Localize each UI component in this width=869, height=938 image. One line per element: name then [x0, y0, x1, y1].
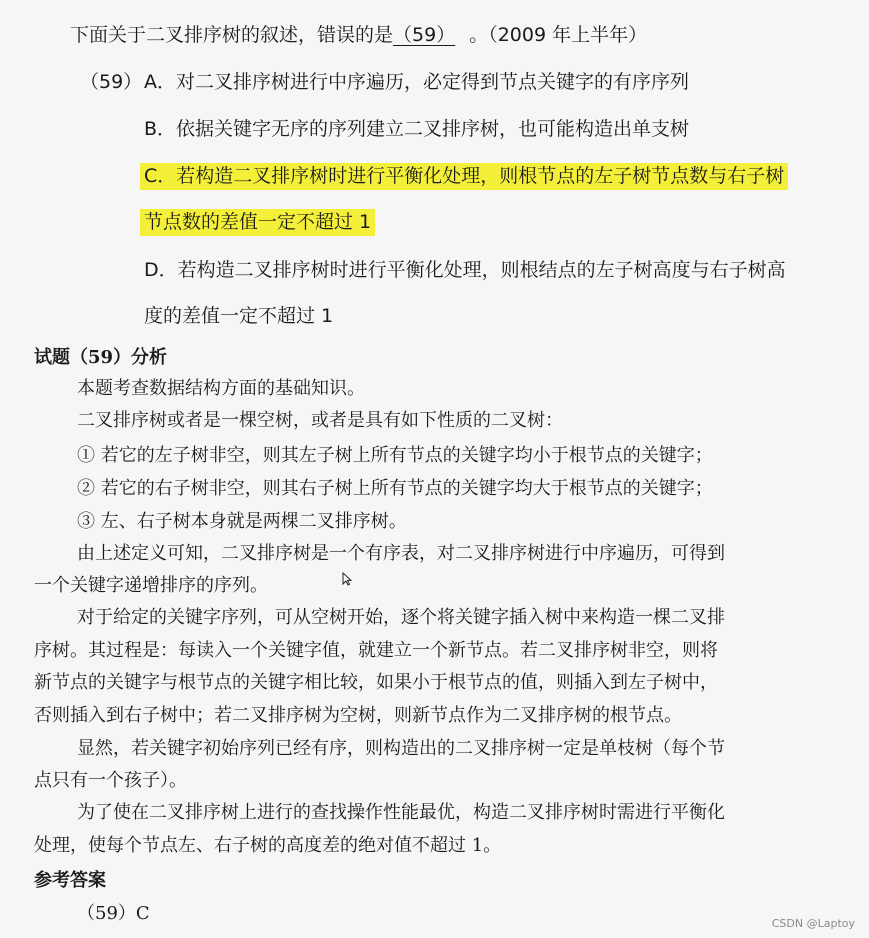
option-c-line2 — [144, 207, 375, 234]
option-a: A．对二叉排序树进行中序遍历，必定得到节点关键字的有序序列 — [144, 71, 689, 93]
analysis-line: 二叉排序树或者是一棵空树，或者是具有如下性质的二叉树： — [77, 410, 563, 431]
question-stem — [70, 20, 647, 47]
analysis-heading: 试题（59）分析 — [34, 347, 168, 368]
option-b: B．依据关键字无序的序列建立二叉排序树，也可能构造出单支树 — [144, 118, 690, 140]
answer-blank: （59） — [393, 24, 456, 46]
analysis-line: ③ 左、右子树本身就是两棵二叉排序树。 — [77, 511, 407, 532]
watermark: CSDN @Laptoy — [771, 917, 855, 930]
analysis-line: 本题考查数据结构方面的基础知识。 — [77, 378, 365, 399]
answer-heading: 参考答案 — [34, 870, 106, 891]
analysis-line: 为了使在二叉排序树上进行的查找操作性能最优，构造二叉排序树时需进行平衡化 — [77, 802, 725, 823]
analysis-line: 对于给定的关键字序列，可从空树开始，逐个将关键字插入树中来构造一棵二叉排 — [77, 607, 725, 628]
analysis-line: 处理，使每个节点左、右子树的高度差的绝对值不超过 1。 — [34, 835, 502, 856]
question-number: （59） — [80, 71, 143, 93]
analysis-line: ② 若它的右子树非空，则其右子树上所有节点的关键字均大于根节点的关键字； — [77, 478, 713, 499]
option-c-line1 — [144, 161, 788, 188]
answer-value: （59）C — [77, 903, 150, 924]
analysis-line: 由上述定义可知，二叉排序树是一个有序表，对二叉排序树进行中序遍历，可得到 — [77, 543, 725, 564]
option-d-line2: 度的差值一定不超过 1 — [144, 305, 334, 327]
mouse-pointer-icon — [342, 572, 352, 586]
analysis-line: 序树。其过程是：每读入一个关键字值，就建立一个新节点。若二叉排序树非空，则将 — [34, 640, 718, 661]
analysis-line: 显然，若关键字初始序列已经有序，则构造出的二叉排序树一定是单枝树（每个节 — [77, 738, 725, 759]
analysis-line: 新节点的关键字与根节点的关键字相比较，如果小于根节点的值，则插入到左子树中， — [34, 672, 718, 693]
analysis-line: 否则插入到右子树中；若二叉排序树为空树，则新节点作为二叉排序树的根节点。 — [34, 705, 682, 726]
analysis-line: 点只有一个孩子）。 — [34, 770, 187, 791]
option-d-line1: D．若构造二叉排序树时进行平衡化处理，则根结点的左子树高度与右子树高 — [144, 259, 786, 281]
analysis-line: 一个关键字递增排序的序列。 — [34, 575, 268, 596]
option-c-highlight-2: 节点数的差值一定不超过 1 — [140, 209, 375, 236]
question-stem-text: 下面关于二叉排序树的叙述，错误的是 — [70, 24, 394, 46]
question-source: 。（2009 年上半年） — [469, 24, 648, 46]
option-c-highlight-1: C．若构造二叉排序树时进行平衡化处理，则根节点的左子树节点数与右子树 — [140, 163, 788, 190]
analysis-line: ① 若它的左子树非空，则其左子树上所有节点的关键字均小于根节点的关键字； — [77, 445, 713, 466]
